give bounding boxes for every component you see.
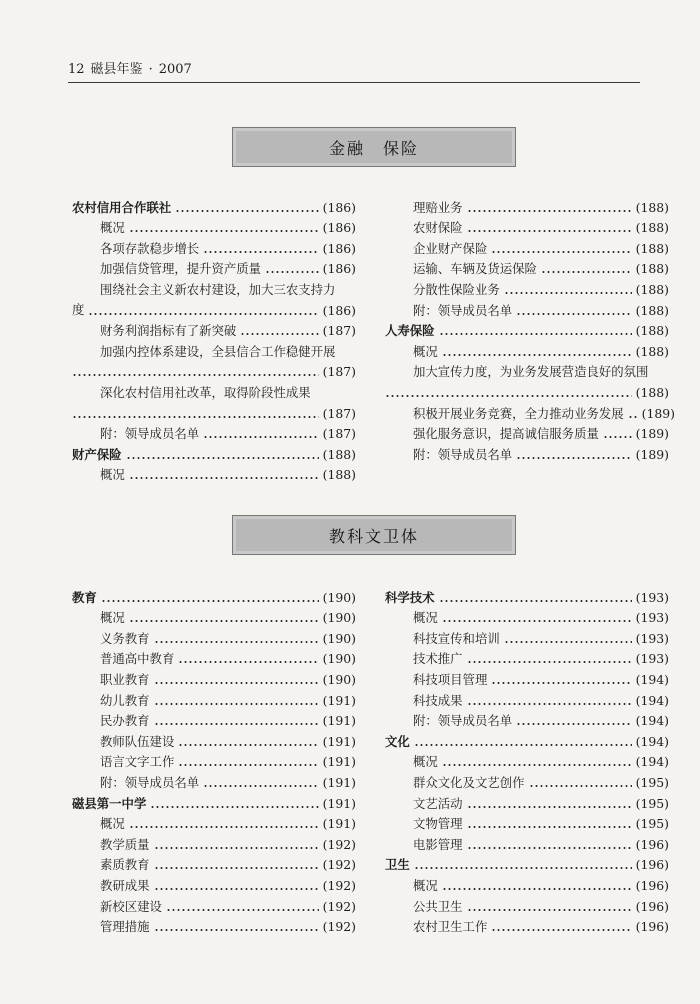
toc-page-number: (188) — [635, 343, 669, 359]
toc-entry[interactable] — [72, 646, 356, 667]
dot-leader — [467, 230, 632, 232]
toc-column-right — [385, 194, 675, 462]
toc-entry[interactable] — [385, 872, 669, 893]
dot-leader — [72, 416, 319, 418]
dot-leader — [504, 641, 632, 643]
section-title-education — [232, 515, 516, 555]
toc-entry-title: 普通高中教育 — [100, 651, 175, 667]
toc-page-number: (186) — [322, 261, 356, 277]
toc-entry[interactable] — [385, 235, 669, 256]
toc-page-number: (189) — [635, 426, 669, 442]
toc-entry-title: 附：领导成员名单 — [413, 302, 513, 318]
toc-entry[interactable] — [72, 872, 356, 893]
toc-entry-title: 围绕社会主义新农村建设，加大三农支持力 — [100, 281, 336, 297]
toc-page-number: (195) — [635, 816, 669, 832]
toc-entry-title: 教师队伍建设 — [100, 733, 175, 749]
toc-entry-title: 分散性保险业务 — [413, 281, 500, 297]
dot-leader — [467, 909, 632, 911]
dot-leader — [467, 703, 632, 705]
toc-entry[interactable] — [72, 625, 356, 646]
toc-page-number: (192) — [322, 919, 356, 935]
toc-entry[interactable] — [72, 728, 356, 749]
toc-page-number: (186) — [322, 220, 356, 236]
toc-entry-title: 文化 — [385, 733, 410, 749]
dot-leader — [154, 723, 319, 725]
toc-entry-title: 义务教育 — [100, 630, 150, 646]
dot-leader — [101, 600, 319, 602]
toc-heading-entry[interactable] — [385, 318, 669, 339]
toc-entry-title: 教育 — [72, 589, 97, 605]
book-year: 2007 — [158, 62, 192, 77]
dot-leader — [442, 764, 632, 766]
toc-entry[interactable] — [72, 852, 356, 873]
toc-entry[interactable] — [72, 831, 356, 852]
running-header — [68, 58, 638, 82]
toc-entry-title: 新校区建设 — [100, 898, 162, 914]
toc-entry-title: 科学技术 — [385, 589, 435, 605]
toc-entry[interactable] — [385, 215, 669, 236]
toc-page-number: (196) — [635, 857, 669, 873]
toc-page-number: (192) — [322, 857, 356, 873]
toc-page-number: (194) — [635, 733, 669, 749]
toc-page-number: (190) — [322, 671, 356, 687]
toc-page-number: (191) — [322, 754, 356, 770]
toc-page-number: (188) — [635, 323, 669, 339]
toc-page-number: (186) — [322, 240, 356, 256]
toc-page-number: (187) — [322, 405, 356, 421]
dot-leader — [154, 867, 319, 869]
toc-heading-entry[interactable] — [72, 194, 356, 215]
toc-page-number: (186) — [322, 302, 356, 318]
toc-entry-title: 企业财产保险 — [413, 240, 488, 256]
toc-entry[interactable] — [385, 276, 669, 297]
toc-page-number: (190) — [322, 630, 356, 646]
toc-entry-title: 概况 — [413, 754, 438, 770]
dot-leader — [154, 847, 319, 849]
toc-entry-title: 深化农村信用社改革，取得阶段性成果 — [100, 384, 311, 400]
dot-leader — [442, 354, 632, 356]
toc-entry[interactable] — [385, 605, 669, 626]
toc-entry-title: 职业教育 — [100, 671, 150, 687]
toc-heading-entry[interactable] — [385, 728, 669, 749]
toc-entry[interactable] — [72, 708, 356, 729]
toc-page-number: (191) — [322, 733, 356, 749]
toc-entry-title: 概况 — [100, 816, 125, 832]
toc-entry-title: 农村卫生工作 — [413, 919, 488, 935]
toc-page-number: (193) — [635, 589, 669, 605]
dot-leader — [467, 210, 632, 212]
dot-leader — [439, 333, 632, 335]
toc-entry-title: 科技项目管理 — [413, 671, 488, 687]
page-number: 12 — [68, 62, 85, 77]
dot-leader — [414, 867, 632, 869]
toc-entry[interactable] — [385, 769, 669, 790]
toc-entry[interactable] — [72, 811, 356, 832]
toc-page-number: (188) — [635, 302, 669, 318]
toc-entry[interactable] — [385, 708, 669, 729]
toc-page-number: (190) — [322, 610, 356, 626]
toc-entry-title: 概况 — [100, 467, 125, 483]
toc-entry[interactable] — [385, 749, 669, 770]
header-separator: · — [148, 62, 153, 77]
dot-leader — [154, 888, 319, 890]
dot-leader — [491, 929, 631, 931]
dot-leader — [442, 620, 632, 622]
toc-entry[interactable] — [72, 318, 356, 339]
dot-leader — [467, 806, 632, 808]
toc-page-number: (192) — [322, 836, 356, 852]
toc-entry-title: 磁县第一中学 — [72, 795, 147, 811]
toc-entry-title: 附：领导成员名单 — [100, 426, 200, 442]
toc-entry-title: 各项存款稳步增长 — [100, 240, 200, 256]
toc-entry-title: 幼儿教育 — [100, 692, 150, 708]
toc-entry[interactable] — [72, 893, 356, 914]
toc-entry-title: 附：领导成员名单 — [100, 774, 200, 790]
dot-leader — [516, 457, 632, 459]
toc-page-number: (188) — [635, 240, 669, 256]
dot-leader — [203, 436, 319, 438]
toc-entry-title: 财产保险 — [72, 446, 122, 462]
dot-leader — [154, 641, 319, 643]
toc-page-number: (191) — [322, 713, 356, 729]
toc-entry-title: 财务利润指标有了新突破 — [100, 323, 237, 339]
dot-leader — [154, 682, 319, 684]
toc-entry-title: 加强内控体系建设，全县信合工作稳健开展 — [100, 343, 336, 359]
toc-entry-title: 人寿保险 — [385, 323, 435, 339]
dot-leader — [265, 271, 319, 273]
toc-entry-title-cont: 度 — [72, 301, 85, 317]
dot-leader — [439, 600, 632, 602]
dot-leader — [178, 744, 318, 746]
toc-entry-title: 概况 — [413, 610, 438, 626]
toc-page-number: (196) — [635, 919, 669, 935]
toc-entry[interactable] — [72, 605, 356, 626]
section-title-finance — [232, 127, 516, 167]
dot-leader — [178, 661, 318, 663]
toc-entry-title: 教学质量 — [100, 836, 150, 852]
toc-entry-title: 科技宣传和培训 — [413, 630, 500, 646]
toc-entry-title: 农村信用合作联社 — [72, 199, 172, 215]
dot-leader — [129, 230, 319, 232]
dot-leader — [541, 271, 632, 273]
toc-page-number: (192) — [322, 877, 356, 893]
toc-entry[interactable] — [385, 625, 669, 646]
toc-page-number: (190) — [322, 651, 356, 667]
toc-page-number: (188) — [322, 446, 356, 462]
dot-leader — [385, 395, 632, 397]
section-title-text: 教科文卫体 — [328, 526, 419, 546]
toc-page-number: (194) — [635, 754, 669, 770]
dot-leader — [491, 682, 631, 684]
toc-entry-title: 强化服务意识，提高诚信服务质量 — [413, 426, 599, 442]
toc-entry-title: 技术推广 — [413, 651, 463, 667]
toc-entry-title: 加大宣传力度，为业务发展营造良好的氛围 — [413, 364, 649, 380]
toc-page-number: (187) — [322, 426, 356, 442]
toc-entry[interactable] — [385, 194, 669, 215]
toc-entry-title: 文艺活动 — [413, 795, 463, 811]
toc-entry[interactable] — [72, 687, 356, 708]
dot-leader — [203, 251, 319, 253]
toc-entry-title: 农财保险 — [413, 220, 463, 236]
toc-entry-continuation — [72, 297, 356, 318]
toc-page-number: (188) — [635, 199, 669, 215]
section-title-text: 金融 保险 — [328, 138, 419, 158]
toc-entry-line — [72, 379, 356, 400]
toc-entry[interactable] — [72, 769, 356, 790]
toc-entry[interactable] — [72, 215, 356, 236]
dot-leader — [442, 888, 632, 890]
toc-entry-title: 教研成果 — [100, 877, 150, 893]
toc-entry[interactable] — [72, 256, 356, 277]
toc-page-number: (188) — [635, 384, 669, 400]
toc-page-number: (191) — [322, 795, 356, 811]
toc-column-left — [72, 584, 356, 934]
toc-entry-line — [385, 359, 669, 380]
dot-leader — [150, 806, 318, 808]
dot-leader — [240, 333, 318, 335]
toc-page-number: (189) — [641, 405, 675, 421]
toc-page-number: (196) — [635, 877, 669, 893]
toc-entry-title: 公共卫生 — [413, 898, 463, 914]
toc-heading-entry[interactable] — [385, 852, 669, 873]
toc-page-number: (190) — [322, 589, 356, 605]
toc-entry-title: 文物管理 — [413, 816, 463, 832]
toc-page-number: (195) — [635, 795, 669, 811]
toc-page-number: (188) — [635, 261, 669, 277]
dot-leader — [516, 723, 632, 725]
toc-entry[interactable] — [385, 893, 669, 914]
dot-leader — [203, 785, 319, 787]
dot-leader — [129, 620, 319, 622]
dot-leader — [628, 416, 638, 418]
toc-entry[interactable] — [385, 441, 669, 462]
toc-entry-title: 附：领导成员名单 — [413, 446, 513, 462]
toc-page-number: (188) — [635, 281, 669, 297]
toc-entry-title: 民办教育 — [100, 713, 150, 729]
toc-page-number: (196) — [635, 836, 669, 852]
dot-leader — [126, 457, 319, 459]
toc-entry[interactable] — [385, 421, 669, 442]
toc-entry[interactable] — [385, 338, 669, 359]
toc-entry[interactable] — [385, 666, 669, 687]
toc-entry-title: 电影管理 — [413, 836, 463, 852]
header-rule — [68, 82, 640, 83]
toc-entry[interactable] — [72, 914, 356, 935]
toc-page-number: (193) — [635, 651, 669, 667]
toc-page-number: (189) — [635, 446, 669, 462]
dot-leader — [154, 929, 319, 931]
toc-page-number: (187) — [322, 364, 356, 380]
toc-page-number: (192) — [322, 898, 356, 914]
toc-entry[interactable] — [385, 831, 669, 852]
toc-page-number: (194) — [635, 713, 669, 729]
toc-entry-title: 加强信贷管理，提升资产质量 — [100, 261, 262, 277]
toc-entry-title: 概况 — [413, 877, 438, 893]
dot-leader — [72, 374, 319, 376]
dot-leader — [504, 292, 632, 294]
toc-entry-line — [72, 338, 356, 359]
toc-page-number: (187) — [322, 323, 356, 339]
book-title: 磁县年鉴 — [90, 62, 143, 77]
toc-entry-line — [72, 276, 356, 297]
toc-entry-title: 素质教育 — [100, 857, 150, 873]
toc-entry-title: 卫生 — [385, 857, 410, 873]
toc-entry-title: 概况 — [100, 220, 125, 236]
toc-column-left — [72, 194, 356, 482]
dot-leader — [467, 661, 632, 663]
toc-entry[interactable] — [385, 687, 669, 708]
toc-page-number: (188) — [635, 220, 669, 236]
toc-entry[interactable] — [72, 462, 356, 483]
toc-page-number: (188) — [322, 467, 356, 483]
toc-entry[interactable] — [385, 914, 669, 935]
toc-heading-entry[interactable] — [385, 584, 669, 605]
toc-entry-title: 概况 — [413, 343, 438, 359]
toc-entry[interactable] — [72, 749, 356, 770]
toc-page-number: (194) — [635, 671, 669, 687]
toc-entry[interactable] — [385, 646, 669, 667]
dot-leader — [467, 826, 632, 828]
toc-entry-title: 积极开展业务竞赛，全力推动业务发展 — [413, 405, 624, 421]
toc-heading-entry[interactable] — [72, 441, 356, 462]
dot-leader — [491, 251, 631, 253]
dot-leader — [178, 764, 318, 766]
toc-page-number: (186) — [322, 199, 356, 215]
dot-leader — [414, 744, 632, 746]
toc-entry-title: 科技成果 — [413, 692, 463, 708]
toc-entry[interactable] — [385, 256, 669, 277]
toc-page-number: (194) — [635, 692, 669, 708]
toc-entry-continuation — [385, 379, 669, 400]
toc-entry-title: 运输、车辆及货运保险 — [413, 261, 537, 277]
toc-page-number: (195) — [635, 774, 669, 790]
toc-entry-title: 附：领导成员名单 — [413, 713, 513, 729]
toc-page-number: (193) — [635, 610, 669, 626]
toc-entry[interactable] — [72, 235, 356, 256]
toc-page-number: (191) — [322, 692, 356, 708]
toc-entry-title: 管理措施 — [100, 919, 150, 935]
toc-entry[interactable] — [72, 666, 356, 687]
toc-entry[interactable] — [385, 297, 669, 318]
dot-leader — [603, 436, 632, 438]
toc-column-right — [385, 584, 669, 934]
dot-leader — [166, 909, 319, 911]
dot-leader — [516, 313, 632, 315]
dot-leader — [88, 313, 318, 315]
toc-page-number: (196) — [635, 898, 669, 914]
toc-page-number: (191) — [322, 816, 356, 832]
dot-leader — [154, 703, 319, 705]
toc-entry-title: 群众文化及文艺创作 — [413, 774, 525, 790]
toc-page-number: (193) — [635, 630, 669, 646]
dot-leader — [129, 826, 319, 828]
toc-entry-continuation — [72, 359, 356, 380]
dot-leader — [467, 847, 632, 849]
toc-page-number: (191) — [322, 774, 356, 790]
toc-entry-continuation — [72, 400, 356, 421]
dot-leader — [129, 477, 319, 479]
toc-entry[interactable] — [385, 790, 669, 811]
toc-entry[interactable] — [385, 811, 669, 832]
dot-leader — [175, 210, 319, 212]
toc-entry[interactable] — [385, 400, 675, 421]
toc-entry[interactable] — [72, 421, 356, 442]
toc-entry-title: 概况 — [100, 610, 125, 626]
toc-heading-entry[interactable] — [72, 790, 356, 811]
toc-heading-entry[interactable] — [72, 584, 356, 605]
dot-leader — [529, 785, 632, 787]
toc-entry-title: 语言文字工作 — [100, 754, 175, 770]
toc-entry-title: 理赔业务 — [413, 199, 463, 215]
